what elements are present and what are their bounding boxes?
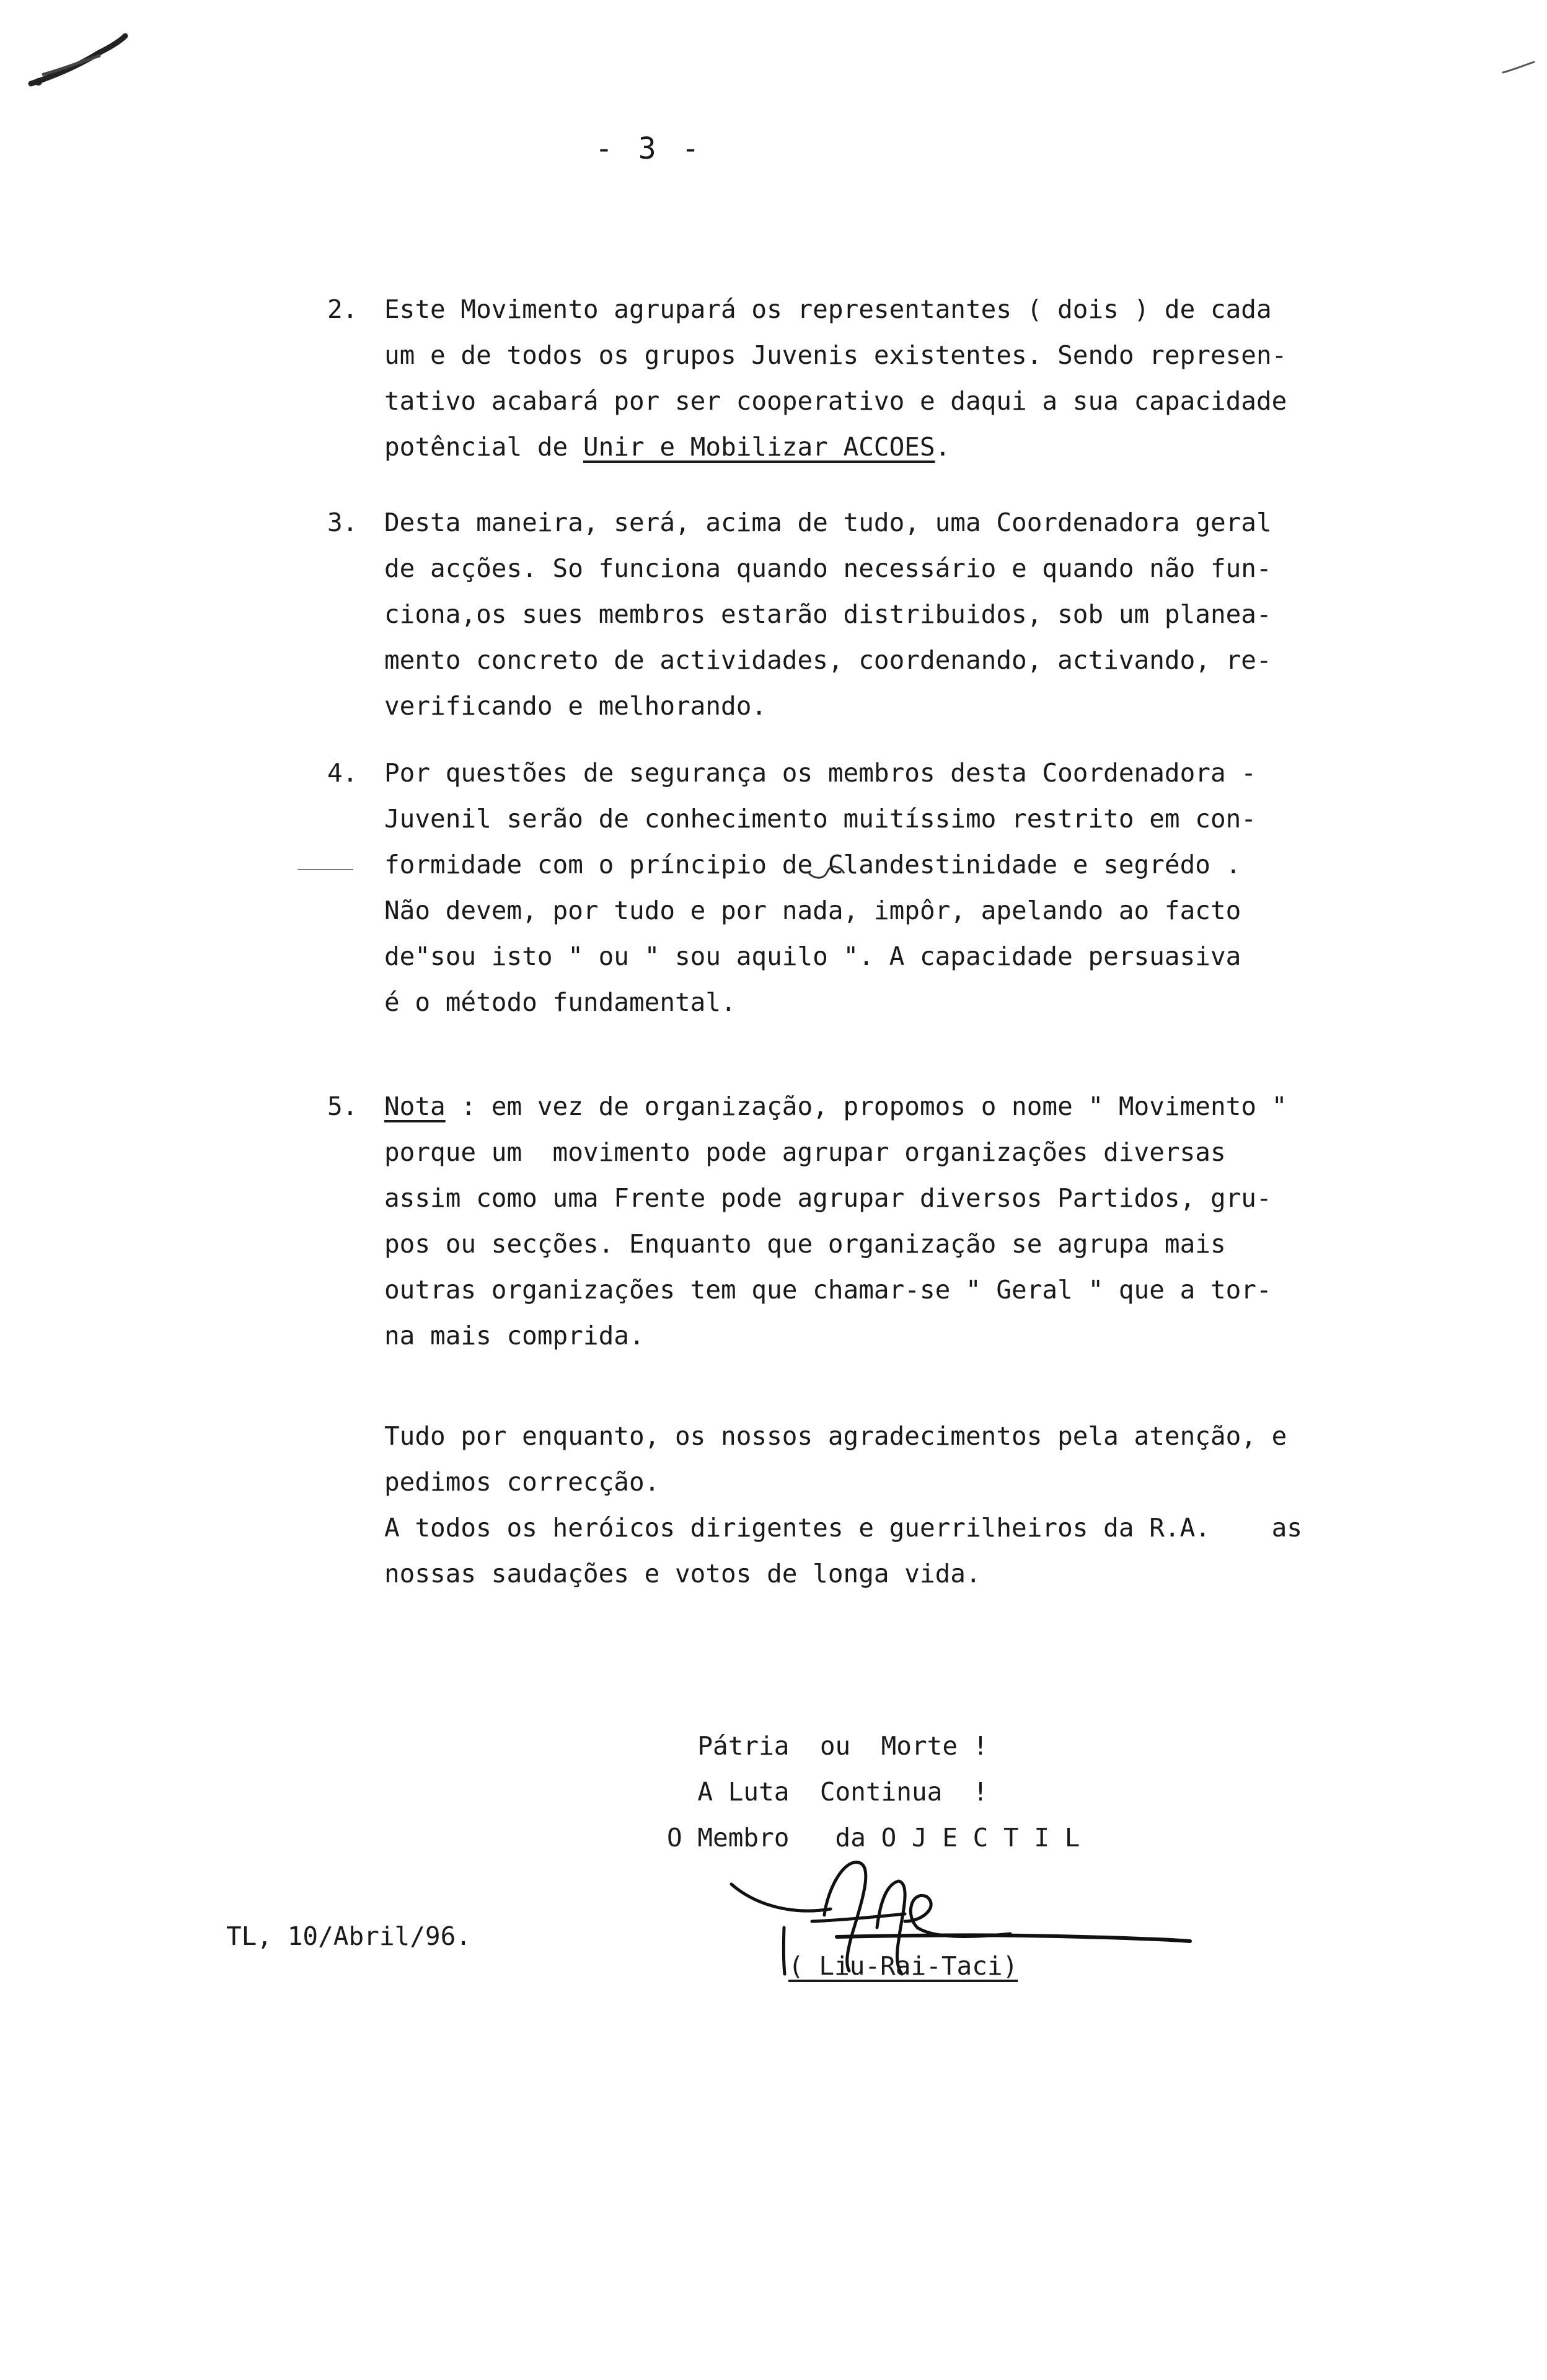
closing-line: pedimos correcção. [384, 1467, 660, 1497]
underlined-word: Nota [384, 1091, 446, 1121]
item-number: 3. [327, 508, 358, 537]
item-line: outras organizações tem que chamar-se " Geral " que a tor- [384, 1275, 1272, 1305]
ink-loop [806, 858, 849, 883]
scan-mark [1500, 59, 1537, 77]
date-line: TL, 10/Abril/96. [226, 1921, 471, 1951]
item-line: mento concreto de actividades, coordenando, activando, re- [384, 645, 1272, 675]
item-line: assim como uma Frente pode agrupar diversos Partidos, gru- [384, 1183, 1272, 1213]
scan-smudge [25, 25, 130, 93]
sign-off-line: O Membro da O J E C T I L [667, 1823, 1080, 1853]
item-line: verificando e melhorando. [384, 691, 767, 721]
underlined-phrase: Unir e Mobilizar ACCOES [583, 432, 935, 462]
item-line-prefix: potêncial de [384, 432, 583, 462]
item-line: é o método fundamental. [384, 987, 736, 1017]
item-line: Desta maneira, será, acima de tudo, uma Coordenadora geral [384, 508, 1272, 537]
item-line: Juvenil serão de conhecimento muitíssimo restrito em con- [384, 804, 1256, 834]
item-line [384, 424, 1407, 470]
item-line [384, 1083, 1407, 1129]
margin-dash [298, 866, 353, 873]
item-line: tativo acabará por ser cooperativo e daqui a sua capacidade [384, 386, 1287, 416]
item-line: pos ou secções. Enquanto que organização se agrupa mais [384, 1229, 1226, 1259]
item-line: Este Movimento agrupará os representantes ( dois ) de cada [384, 294, 1272, 324]
page-number: - 3 - [595, 131, 703, 166]
item-line-suffix: . [935, 432, 951, 462]
sign-off-block [667, 1723, 1080, 1861]
item-number: 5. [327, 1091, 358, 1121]
closing-line: A todos os heróicos dirigentes e guerrilheiros da R.A. as [384, 1513, 1303, 1543]
closing-line: nossas saudações e votos de longa vida. [384, 1559, 981, 1589]
item-number: 4. [327, 758, 358, 788]
item-line: porque um movimento pode agrupar organizações diversas [384, 1137, 1226, 1167]
item-line: na mais comprida. [384, 1321, 645, 1351]
sign-off-line: Pátria ou Morte ! [667, 1731, 989, 1761]
item-line: de acções. So funciona quando necessário e quando não fun- [384, 553, 1272, 583]
item-line: um e de todos os grupos Juvenis existentes. Sendo represen- [384, 340, 1287, 370]
item-line: formidade com o príncipio de Clandestinidade e segrédo . [384, 850, 1241, 879]
closing-paragraph [384, 1413, 1401, 1597]
item-line: ciona,os sues membros estarão distribuidos, sob um planea- [384, 599, 1272, 629]
sign-off-line: A Luta Continua ! [667, 1777, 989, 1807]
closing-line: Tudo por enquanto, os nossos agradecimentos pela atenção, e [384, 1421, 1287, 1451]
signatory-name: ( Liu-Rai-Taci) [788, 1951, 1018, 1981]
item-line-rest: : em vez de organização, propomos o nome " Movimento " [445, 1091, 1287, 1121]
item-number: 2. [327, 294, 358, 324]
item-line: de"sou isto " ou " sou aquilo ". A capacidade persuasiva [384, 941, 1241, 971]
item-line: Por questões de segurança os membros desta Coordenadora - [384, 758, 1256, 788]
item-line: Não devem, por tudo e por nada, impôr, apelando ao facto [384, 896, 1241, 925]
